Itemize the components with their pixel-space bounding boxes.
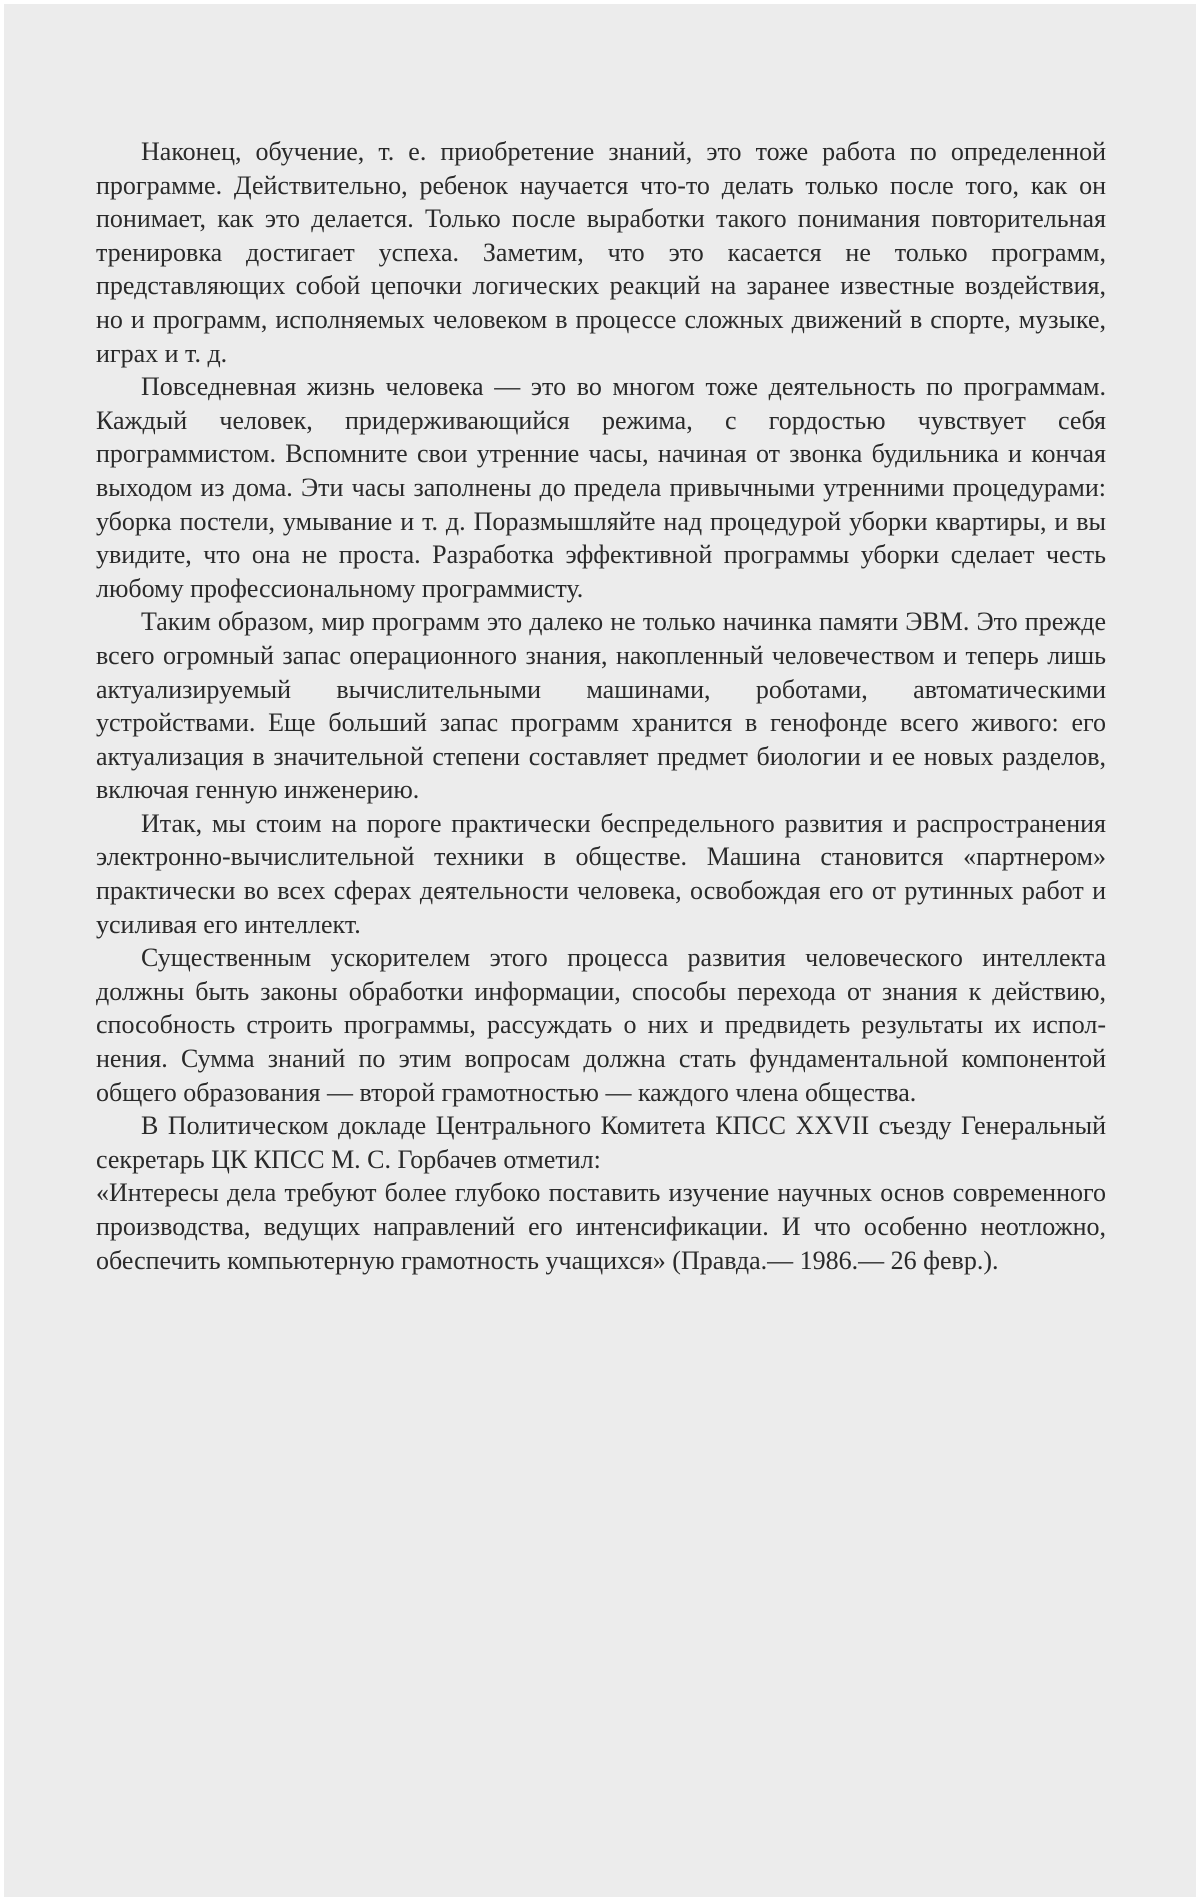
quotation: «Интересы дела требуют более глубоко поставить изучение научных основ современного производства, ведущих направлений его интенсификации. И что особенно неотложно, обеспечить компьютерную грамотность учащихся» (Правда.— 1986.— 26 февр.). — [96, 1178, 1106, 1275]
paragraph-learning: Наконец, обучение, т. е. приобретение знаний, это тоже работа по определенной программе. Действительно, ребенок научается что-то делать только после того, как он понимает, как это делается. Только после выработки такого понимания повторительная тренировка достигает успеха. Заметим, что это касается не только программ, представляющих собой цепочки логических реакций на заранее известные воздействия, но и программ, исполняемых человеком в процессе сложных движений в спорте, музыке, играх и т. д. — [96, 137, 1106, 368]
paragraph-accelerator: Существенным ускорителем этого процесса развития человеческого интеллекта должны быть законы обработки информации, способы перехода от знания к действию, способность строить программы, рассуждать о них и предвидеть результаты их исполнения. Сумма знаний по этим вопросам должна стать фундаментальной компонентой общего образования — второй грамотностью — каждого члена общества. — [96, 943, 1106, 1107]
paragraph-threshold: Итак, мы стоим на пороге практически беспредельного развития и распространения электронно-вычислительной техники в обществе. Машина становится «партнером» практически во всех сферах деятельности человека, освобождая его от рутинных работ и усиливая его интеллект. — [96, 808, 1106, 939]
paragraph-political-report: В Политическом докладе Центрального Комитета КПСС XXVII съезду Генеральный секретарь ЦК КПСС М. С. Горбачев отметил: — [96, 1111, 1106, 1174]
page-text — [96, 135, 1106, 1277]
paragraph-world-of-programs: Таким образом, мир программ это далеко не только начинка памяти ЭВМ. Это прежде всего огромный запас операционного знания, накопленный человечеством и теперь лишь актуализируемый вычислительными машинами, роботами, автоматическими устройствами. Еще больший запас программ хранится в генофонде всего живого: его актуализация в значительной степени составляет предмет биологии и ее новых разделов, включая генную инженерию. — [96, 607, 1106, 805]
book-page — [4, 4, 1196, 1897]
paragraph-daily-life: Повседневная жизнь человека — это во многом тоже деятельность по программам. Каждый человек, придерживающийся режима, с гордостью чувствует себя программистом. Вспомните свои утренние часы, начиная от звонка будильника и кончая выходом из дома. Эти часы заполнены до предела привычными утренними процедурами: уборка постели, умывание и т. д. Поразмышляйте над процедурой уборки квартиры, и вы увидите, что она не проста. Разработка эффективной программы уборки сделает честь любому профессиональному программисту. — [96, 372, 1106, 603]
